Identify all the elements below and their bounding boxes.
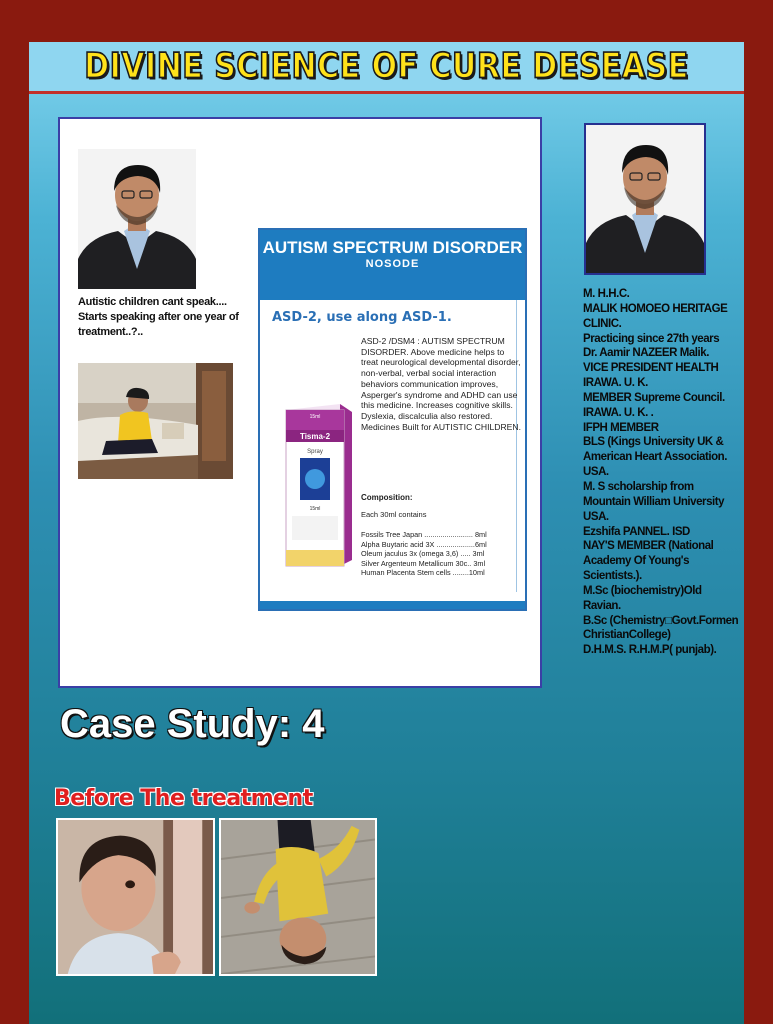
bio-line: ChristianCollege) xyxy=(583,629,671,642)
bio-line: MEMBER Supreme Council. xyxy=(583,391,725,404)
banner xyxy=(29,42,744,94)
medicine-box-icon xyxy=(278,400,356,570)
before-treatment-label: Before The treatment xyxy=(54,786,313,811)
composition-item: Alpha Buytaric acid 3X ...................6ml xyxy=(361,539,487,549)
bio-line: American Heart Association. xyxy=(583,451,728,464)
product-title: AUTISM SPECTRUM DISORDER xyxy=(262,238,523,257)
bio-line: Practicing since 27th years xyxy=(583,332,720,345)
product-description: ASD-2 /DSM4 : AUTISM SPECTRUM DISORDER. Above medicine helps to treat neurological developmental disorder, non-verbal, verbal social interaction behaviors communication improves, Asperger's syndrome and ADHD can use this medicine. Increases cognitive skills. Dyslexia, discalculia also restored. Medicines Built for AUTISTIC CHILDREN. xyxy=(361,336,521,432)
bio-line: USA. xyxy=(583,510,609,523)
doctor-bio xyxy=(583,287,759,658)
product-usage: ASD-2, use along ASD-1. xyxy=(272,310,452,325)
doctor-portrait-icon xyxy=(586,125,704,273)
bio-line: CLINIC. xyxy=(583,317,622,330)
bio-line: Ravian. xyxy=(583,599,621,612)
doctor-portrait-right xyxy=(584,123,706,275)
bio-line: IRAWA. U. K. xyxy=(583,377,648,390)
box-volume-top: 15ml xyxy=(309,414,321,420)
bio-line: VICE PRESIDENT HEALTH xyxy=(583,362,719,375)
bio-line: Ezshifa PANNEL. ISD xyxy=(583,525,690,538)
bio-line: Mountain William University xyxy=(583,495,725,508)
bio-line: M.Sc (biochemistry)Old xyxy=(583,584,702,597)
child-on-bed-photo xyxy=(78,363,233,479)
bio-line: D.H.M.S. R.H.M.P( punjab). xyxy=(583,644,717,657)
bio-line: Academy Of Young's xyxy=(583,555,690,568)
child-photo-icon xyxy=(78,363,233,479)
child-photo-icon xyxy=(58,820,213,974)
product-subtitle: NOSODE xyxy=(365,258,420,270)
doctor-portrait-icon xyxy=(78,149,196,289)
bio-line: M. S scholarship from xyxy=(583,480,694,493)
bio-line: IRAWA. U. K. . xyxy=(583,406,654,419)
child-closeup-photo xyxy=(56,818,215,976)
bio-line: IFPH MEMBER xyxy=(583,421,659,434)
box-volume-bottom: 15ml xyxy=(309,506,321,512)
left-white-card xyxy=(58,117,542,688)
composition-item: Fossils Tree Japan ........................ 8ml xyxy=(361,530,487,539)
banner-title: DIVINE SCIENCE OF CURE DESEASE xyxy=(84,46,689,87)
composition-item: Human Placenta Stem cells ........10ml xyxy=(361,568,485,578)
bio-line: Scientists.). xyxy=(583,570,642,583)
child-photo-icon xyxy=(221,820,375,974)
bio-line: USA. xyxy=(583,466,609,479)
bio-line: B.Sc (Chemistry□Govt.Formen xyxy=(583,614,739,627)
case-study-title: Case Study: 4 xyxy=(60,702,325,746)
composition-item: Oleum jaculus 3x (omega 3,6) ..... 3ml xyxy=(361,549,485,559)
bio-line: M. H.H.C. xyxy=(583,288,630,300)
child-on-floor-photo xyxy=(219,818,377,976)
left-caption: Autistic children cant speak.... Starts speaking after one year of treatment..?.. xyxy=(78,296,239,338)
product-footer-bar xyxy=(260,601,525,609)
doctor-portrait-left xyxy=(78,149,196,289)
product-header xyxy=(260,230,525,300)
composition-subtitle: Each 30ml contains xyxy=(361,510,427,519)
bio-line: Dr. Aamir NAZEER Malik. xyxy=(583,347,709,360)
bio-line: MALIK HOMOEO HERITAGE xyxy=(583,302,728,315)
composition-item: Silver Argenteum Metallicum 30c.. 3ml xyxy=(361,558,486,568)
bio-line: BLS (Kings University UK & xyxy=(583,436,724,449)
bio-line: NAY'S MEMBER (National xyxy=(583,540,714,553)
medicine-product-card xyxy=(258,228,527,611)
box-form: Spray xyxy=(307,449,323,455)
poster-page xyxy=(29,42,744,1024)
composition-title: Composition: xyxy=(361,493,413,502)
box-brand: Tisma-2 xyxy=(299,432,331,441)
composition-list xyxy=(361,530,521,578)
